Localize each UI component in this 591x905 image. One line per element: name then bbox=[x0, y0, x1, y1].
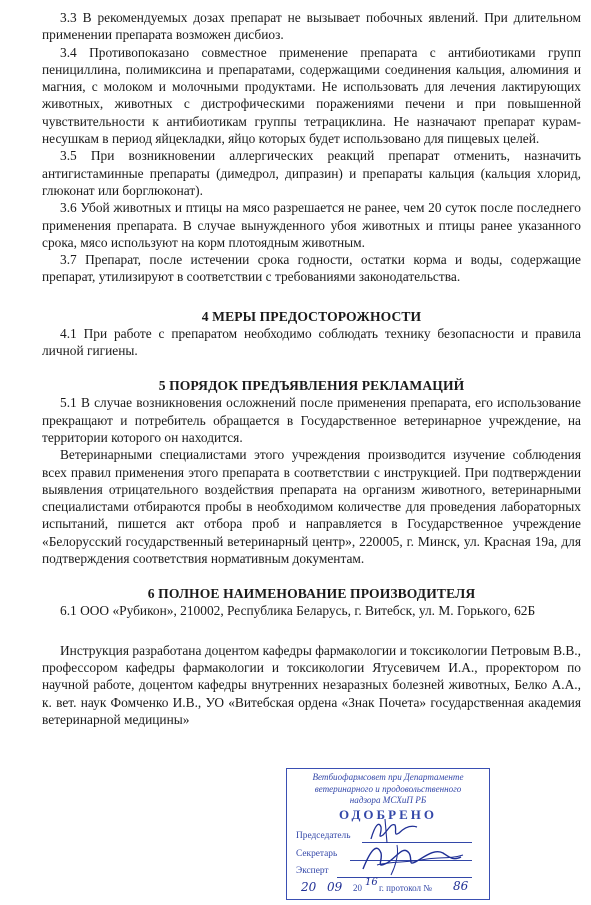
stamp-approved: ОДОБРЕНО bbox=[339, 806, 437, 822]
document-body bbox=[42, 9, 581, 728]
paragraph-3-5: 3.5 При возникновении аллергических реакций препарат отменить, назначить антигистаминные препараты (димедрол, дипразин) и препараты кальция (кальция хлорид, глюконат или борглюконат). bbox=[42, 148, 581, 198]
paragraph-5-1: 5.1 В случае возникновения осложнений после применения препарата, его использование прекращают и потребитель обращается в Государственное ветеринарное учреждение, на территории которого он находится. bbox=[42, 395, 581, 445]
stamp-protocol-number: 86 bbox=[453, 879, 469, 893]
approval-stamp bbox=[286, 768, 490, 900]
stamp-date-year-prefix: 20 bbox=[353, 883, 362, 893]
paragraph-4-1: 4.1 При работе с препаратом необходимо соблюдать технику безопасности и правила личной гигиены. bbox=[42, 325, 581, 359]
paragraph-3-6: 3.6 Убой животных и птицы на мясо разрешается не ранее, чем 20 суток после последнего применения препарата. В случае вынужденного убоя животных и птицы ранее указанного срока, мясо используют на корм плотоядным животным. bbox=[42, 200, 581, 250]
stamp-date-year-suffix: 16 bbox=[365, 877, 378, 888]
stamp-organization: Ветбиофармсовет при Департаменте ветеринарного и продовольственного надзора МСХиП РБ bbox=[312, 772, 464, 805]
stamp-date-month: 09 bbox=[327, 880, 343, 894]
stamp-protocol-label: г. протокол № bbox=[379, 883, 432, 893]
section-6-heading: 6 ПОЛНОЕ НАИМЕНОВАНИЕ ПРОИЗВОДИТЕЛЯ bbox=[147, 586, 476, 602]
paragraph-5-2: Ветеринарными специалистами этого учреждения производится изучение соблюдения всех правил применения этого препарата в соответствии с инструкцией. При подтверждении выявления отрицательного воздействия препарата на организм животного, ветеринарными специалистами отбираются пробы в необходимом количестве для проведения лабораторных испытаний, пишется акт отбора проб и направляется в Государственное учреждение «Белорусский государственный ветеринарный центр», 220005, г. Минск, ул. Красная 19а, для подтверждения соответствия нормативным документам. bbox=[42, 447, 581, 567]
paragraph-3-3: 3.3 В рекомендуемых дозах препарат не вызывает побочных явлений. При длительном применении препарата возможен дисбиоз. bbox=[42, 10, 581, 43]
paragraph-3-7: 3.7 Препарат, после истечении срока годности, остатки корма и воды, содержащие препарат, утилизируют в соответствии с требованиями законодательства. bbox=[42, 252, 581, 285]
section-5-heading: 5 ПОРЯДОК ПРЕДЪЯВЛЕНИЯ РЕКЛАМАЦИЙ bbox=[158, 378, 465, 394]
section-4-heading: 4 МЕРЫ ПРЕДОСТОРОЖНОСТИ bbox=[201, 308, 422, 324]
stamp-secretary-label: Секретарь bbox=[296, 849, 338, 859]
paragraph-3-4: 3.4 Противопоказано совместное применение препарата с антибиотиками групп пенициллина, полимиксина и препаратами, содержащими соединения кальция, алюминия и магния, с молоком и молочными продуктами. Не использовать для лечения лактирующих животных, животных с дистрофическими поражениями печени и при повышенной чувствительности к антибиотикам группы тетрациклина. Не назначают препарат курам-несушкам в период яйцекладки, яйцо которых будет использовано для пищевых целей. bbox=[42, 44, 581, 147]
paragraph-6-1: 6.1 ООО «Рубикон», 210002, Республика Беларусь, г. Витебск, ул. М. Горького, 62Б bbox=[60, 603, 536, 619]
secretary-signature bbox=[357, 839, 467, 879]
stamp-chairman-label: Председатель bbox=[296, 831, 351, 841]
authors-paragraph: Инструкция разработана доцентом кафедры фармакологии и токсикологии Петровым В.В., профессором кафедры фармакологии и токсикологии Ятусевичем И.А., проректором по научной работе, доцентом кафедры внутренних незаразных болезней животных, Белко А.А., к. вет. наук Фомченко И.В., УО «Витебская ордена «Знак Почета» государственная академия ветеринарной медицины» bbox=[42, 642, 581, 727]
stamp-expert-label: Эксперт bbox=[296, 866, 329, 876]
stamp-date-day: 20 bbox=[301, 880, 317, 894]
